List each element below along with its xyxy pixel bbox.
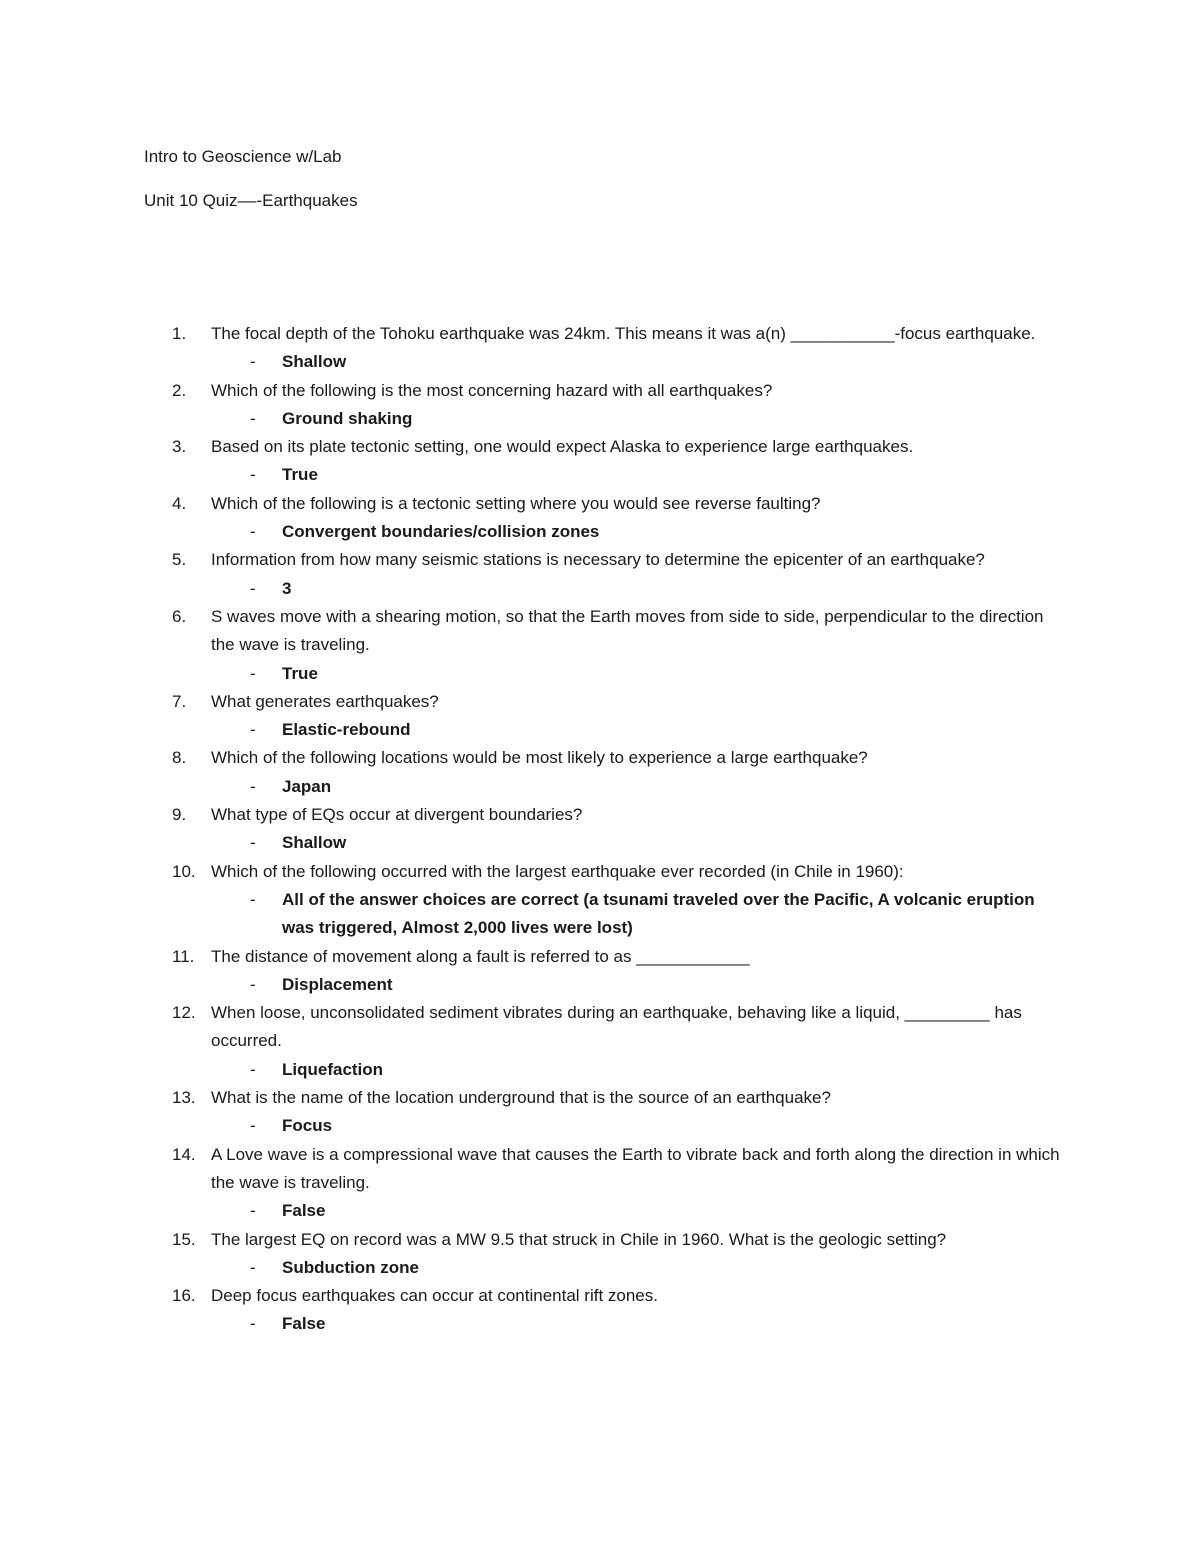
question-number: 3. xyxy=(172,437,187,457)
answer-text: Shallow xyxy=(282,352,347,372)
question-number: 5. xyxy=(172,550,187,570)
answer-dash: - xyxy=(250,720,256,740)
answer-dash: - xyxy=(250,352,256,372)
question-item xyxy=(0,688,1200,745)
question-number: 14. xyxy=(172,1144,196,1164)
question-number: 6. xyxy=(172,606,187,626)
question-item xyxy=(0,433,1200,490)
question-item xyxy=(0,377,1200,434)
question-number: 2. xyxy=(172,380,187,400)
answer-text: True xyxy=(282,465,318,485)
question-item xyxy=(0,603,1200,688)
answer-text: Focus xyxy=(282,1116,333,1136)
question-number: 10. xyxy=(172,861,196,881)
answer-dash: - xyxy=(250,578,256,598)
question-text: The distance of movement along a fault is referred to as ____________ xyxy=(211,946,750,966)
answer-dash: - xyxy=(250,663,256,683)
question-number: 1. xyxy=(172,324,187,343)
question-text: Information from how many seismic stations is necessary to determine the epicenter of an earthquake? xyxy=(211,550,985,570)
answer-text: False xyxy=(282,1314,326,1334)
question-item xyxy=(0,1226,1200,1283)
answer-dash: - xyxy=(250,776,256,796)
question-number: 13. xyxy=(172,1088,196,1108)
answer-dash: - xyxy=(250,522,256,542)
answer-dash: - xyxy=(250,465,256,485)
question-number: 4. xyxy=(172,493,187,513)
question-text: What generates earthquakes? xyxy=(211,691,439,711)
answer-dash: - xyxy=(250,1257,256,1277)
answer-text: Liquefaction xyxy=(282,1059,384,1079)
answer-dash: - xyxy=(250,1059,256,1079)
answer-text: Ground shaking xyxy=(282,408,413,428)
answer-dash: - xyxy=(250,1201,256,1221)
answer-text: Elastic-rebound xyxy=(282,720,411,740)
question-text: The focal depth of the Tohoku earthquake was 24km. This means it was a(n) ___________-focus earthquake. xyxy=(211,324,1036,343)
question-text: S waves move with a shearing motion, so that the Earth moves from side to side, perpendicular to the direction the wave is traveling. xyxy=(211,606,1044,655)
quiz-title: Unit 10 Quiz––-Earthquakes xyxy=(144,191,358,210)
answer-text: All of the answer choices are correct (a tsunami traveled over the Pacific, A volcanic eruption was triggered, Almost 2,000 lives were lost) xyxy=(282,889,1035,938)
question-text: Which of the following occurred with the largest earthquake ever recorded (in Chile in 1960): xyxy=(211,861,904,881)
question-text: What is the name of the location underground that is the source of an earthquake? xyxy=(211,1088,831,1108)
question-text: Deep focus earthquakes can occur at continental rift zones. xyxy=(211,1286,658,1306)
question-text: When loose, unconsolidated sediment vibrates during an earthquake, behaving like a liquid, _________ has occurred. xyxy=(211,1003,1022,1051)
answer-text: Japan xyxy=(282,776,332,796)
question-item xyxy=(0,744,1200,801)
answer-text: Convergent boundaries/collision zones xyxy=(282,522,600,542)
question-number: 7. xyxy=(172,691,187,711)
question-text: Based on its plate tectonic setting, one would expect Alaska to experience large earthquakes. xyxy=(211,437,914,457)
question-item xyxy=(0,999,1200,1084)
question-text: Which of the following is a tectonic setting where you would see reverse faulting? xyxy=(211,493,821,513)
question-text: The largest EQ on record was a MW 9.5 that struck in Chile in 1960. What is the geologic setting? xyxy=(211,1229,947,1249)
question-number: 11. xyxy=(172,946,195,966)
question-item xyxy=(0,1141,1200,1226)
answer-dash: - xyxy=(250,833,256,853)
course-title: Intro to Geoscience w/Lab xyxy=(144,147,342,166)
answer-text: Shallow xyxy=(282,833,347,853)
question-number: 8. xyxy=(172,748,187,768)
question-text: Which of the following locations would be most likely to experience a large earthquake? xyxy=(211,748,868,768)
question-item xyxy=(0,490,1200,547)
question-number: 9. xyxy=(172,805,187,825)
answer-text: Displacement xyxy=(282,974,393,994)
question-text: What type of EQs occur at divergent boundaries? xyxy=(211,805,583,825)
question-item xyxy=(0,858,1200,943)
question-text: A Love wave is a compressional wave that causes the Earth to vibrate back and forth along the direction in which the wave is traveling. xyxy=(211,1144,1060,1192)
answer-dash: - xyxy=(250,408,256,428)
question-item xyxy=(0,320,1200,377)
question-number: 16. xyxy=(172,1286,196,1306)
question-number: 15. xyxy=(172,1229,196,1249)
question-item xyxy=(0,1282,1200,1339)
answer-text: Subduction zone xyxy=(282,1257,419,1277)
answer-dash: - xyxy=(250,889,256,909)
question-item xyxy=(0,546,1200,603)
answer-dash: - xyxy=(250,1116,256,1136)
question-list xyxy=(0,320,1200,1339)
question-number: 12. xyxy=(172,1003,196,1023)
question-item xyxy=(0,801,1200,858)
answer-dash: - xyxy=(250,974,256,994)
answer-text: True xyxy=(282,663,318,683)
answer-text: 3 xyxy=(282,578,292,598)
question-item xyxy=(0,1084,1200,1141)
answer-dash: - xyxy=(250,1314,256,1334)
question-item xyxy=(0,943,1200,1000)
answer-text: False xyxy=(282,1201,326,1221)
question-text: Which of the following is the most concerning hazard with all earthquakes? xyxy=(211,380,773,400)
